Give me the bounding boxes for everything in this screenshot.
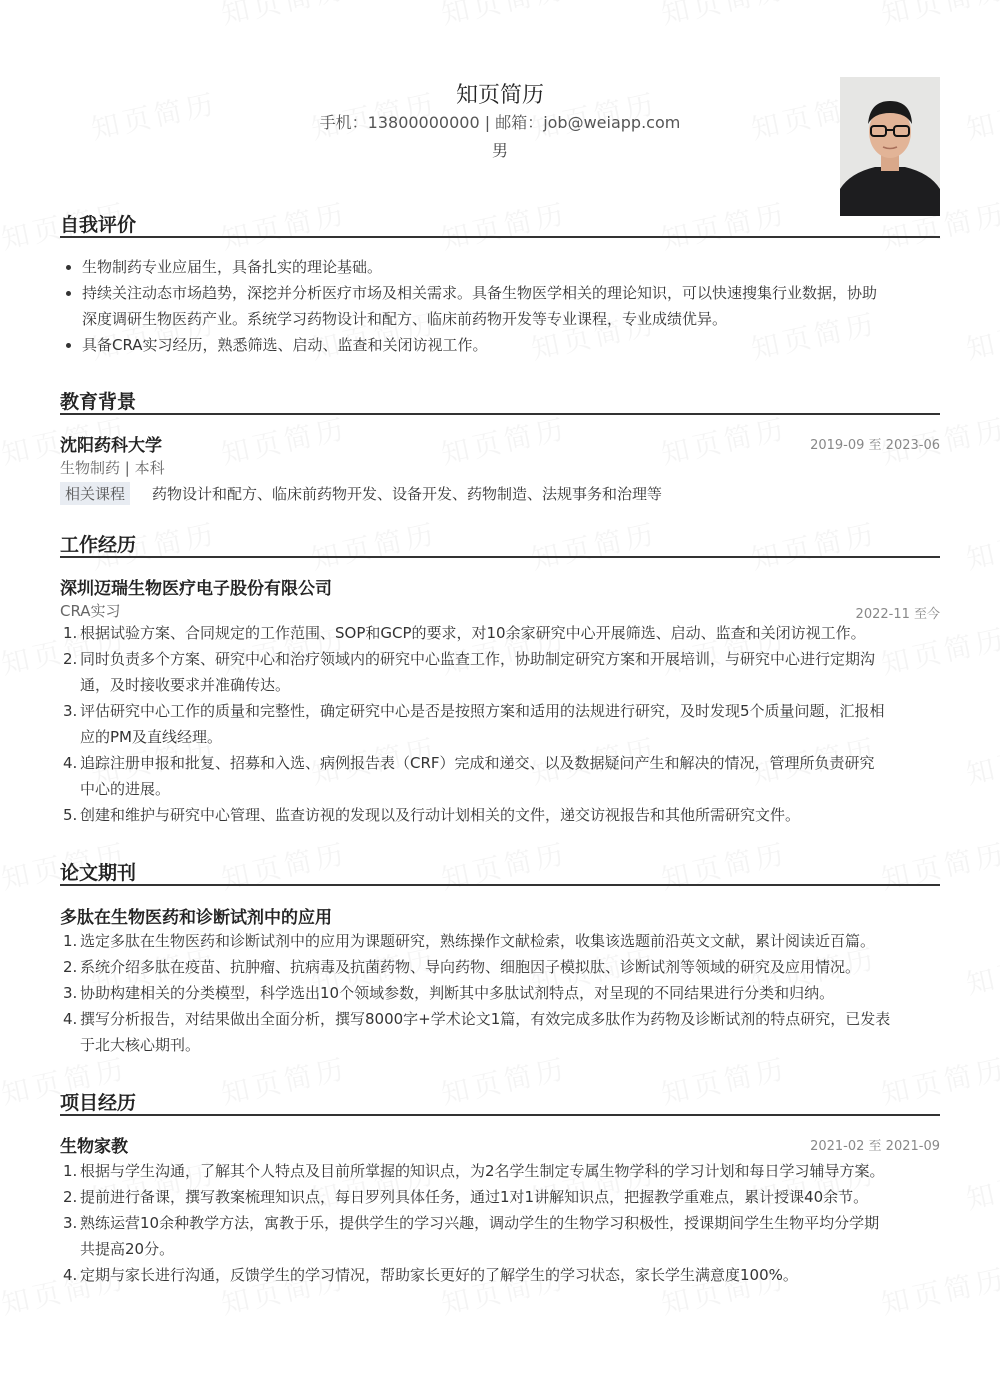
work-list bbox=[60, 620, 940, 828]
list-text: 创建和维护与研究中心管理、监查访视的发现以及行动计划相关的文件，递交访视报告和其他所需研究文件。 bbox=[80, 806, 801, 824]
watermark-text bbox=[962, 1152, 1000, 1218]
list-number: 3. bbox=[63, 702, 78, 720]
list-text: 系统介绍多肽在疫苗、抗肿瘤、抗病毒及抗菌药物、导向药物、细胞因子模拟肽、诊断试剂等领域的研究及应用情况。 bbox=[80, 958, 861, 976]
list-item bbox=[60, 928, 940, 954]
list-text: 选定多肽在生物医药和诊断试剂中的应用为课题研究，熟练操作文献检索，收集该选题前沿英文文献，累计阅读近百篇。 bbox=[80, 932, 876, 950]
list-text: 熟练运营10余种教学方法，寓教于乐，提供学生的学习兴趣，调动学生的生物学习积极性，授课期间学生生物平均分学期 bbox=[80, 1214, 880, 1232]
watermark-text bbox=[962, 937, 1000, 1003]
project-date: 2021-02 至 2021-09 bbox=[810, 1139, 940, 1154]
list-item bbox=[60, 954, 940, 980]
list-item bbox=[60, 280, 940, 332]
list-number: 4. bbox=[63, 1010, 78, 1028]
section-title-work: 工作经历 bbox=[60, 530, 940, 558]
list-item: 生物制药专业应届生，具备扎实的理论基础。 bbox=[60, 254, 940, 280]
list-item bbox=[60, 1184, 940, 1210]
list-number: 3. bbox=[63, 1214, 78, 1232]
section-title-projects: 项目经历 bbox=[60, 1088, 940, 1116]
section-title-papers: 论文期刊 bbox=[60, 858, 940, 886]
list-item bbox=[60, 620, 940, 646]
section-title-education: 教育背景 bbox=[60, 387, 940, 415]
list-item bbox=[60, 1210, 940, 1236]
list-text: 评估研究中心工作的质量和完整性，确定研究中心是否是按照方案和适用的法规进行研究，及时发现5个质量问题，汇报相 bbox=[80, 702, 885, 720]
list-number: 4. bbox=[63, 754, 78, 772]
list-text: 中心的进展。 bbox=[80, 780, 171, 798]
list-text: 应的PM及直线经理。 bbox=[80, 728, 222, 746]
school-name: 沈阳药科大学 bbox=[60, 436, 162, 456]
list-item bbox=[60, 724, 940, 750]
resume-header bbox=[60, 0, 940, 216]
list-text: 根据与学生沟通，了解其个人特点及目前所掌握的知识点，为2名学生制定专属生物学科的学习计划和每日学习辅导方案。 bbox=[80, 1162, 885, 1180]
list-item bbox=[60, 1262, 940, 1288]
resume-page bbox=[60, 0, 940, 1284]
list-number: 4. bbox=[63, 1266, 78, 1284]
list-text: 提前进行备课，撰写教案梳理知识点，每日罗列具体任务，通过1对1讲解知识点，把握教学重难点，累计授课40余节。 bbox=[80, 1188, 869, 1206]
self-eval-list bbox=[60, 254, 940, 358]
list-text: 于北大核心期刊。 bbox=[80, 1036, 201, 1054]
watermark-text bbox=[437, 407, 571, 473]
list-text: 协助构建相关的分类模型，科学选出10个领域参数，判断其中多肽试剂特点，对呈现的不同结果进行分类和归纳。 bbox=[80, 984, 835, 1002]
watermark-text bbox=[217, 407, 351, 473]
section-title-self-eval: 自我评价 bbox=[60, 210, 940, 238]
list-text: 追踪注册申报和批复、招募和入选、病例报告表（CRF）完成和递交、以及数据疑问产生和解决的情况，管理所负责研究 bbox=[80, 754, 875, 772]
profile-photo bbox=[840, 77, 940, 216]
list-number: 2. bbox=[63, 1188, 78, 1206]
major-degree: 生物制药 | 本科 bbox=[60, 459, 165, 477]
applicant-name: 知页简历 bbox=[455, 83, 544, 108]
list-text: 共提高20分。 bbox=[80, 1240, 175, 1258]
list-number: 1. bbox=[63, 624, 78, 642]
watermark-text bbox=[962, 512, 1000, 578]
list-text: 根据试验方案、合同规定的工作范围、SOP和GCP的要求，对10余家研究中心开展筛选、启动、监查和关闭访视工作。 bbox=[80, 624, 866, 642]
list-item-line: 深度调研生物医药产业。系统学习药物设计和配方、临床前药物开发等专业课程，专业成绩优异。 bbox=[82, 310, 728, 328]
list-text: 通，及时接收要求并准确传达。 bbox=[80, 676, 291, 694]
list-number: 3. bbox=[63, 984, 78, 1002]
list-item-line: 持续关注动态市场趋势，深挖并分析医疗市场及相关需求。具备生物医学相关的理论知识，可以快速搜集行业数据，协助 bbox=[82, 284, 878, 302]
courses-text: 药物设计和配方、临床前药物开发、设备开发、药物制造、法规事务和治理等 bbox=[152, 485, 663, 503]
list-number: 2. bbox=[63, 958, 78, 976]
list-text: 同时负责多个方案、研究中心和治疗领域内的研究中心监查工作，协助制定研究方案和开展培训，与研究中心进行定期沟 bbox=[80, 650, 876, 668]
watermark-text bbox=[962, 727, 1000, 793]
watermark-text bbox=[657, 407, 791, 473]
list-item bbox=[60, 1236, 940, 1262]
courses-row bbox=[60, 482, 662, 505]
paper-title: 多肽在生物医药和诊断试剂中的应用 bbox=[60, 908, 332, 928]
list-text: 定期与家长进行沟通，反馈学生的学习情况，帮助家长更好的了解学生的学习状态，家长学生满意度100%。 bbox=[80, 1266, 798, 1284]
list-item bbox=[60, 1032, 940, 1058]
list-number: 5. bbox=[63, 806, 78, 824]
list-number: 2. bbox=[63, 650, 78, 668]
watermark-text bbox=[962, 82, 1000, 148]
list-item bbox=[60, 750, 940, 776]
list-text: 撰写分析报告，对结果做出全面分析，撰写8000字+学术论文1篇，有效完成多肽作为药物及诊断试剂的特点研究，已发表 bbox=[80, 1010, 891, 1028]
list-item bbox=[60, 802, 940, 828]
list-number: 1. bbox=[63, 1162, 78, 1180]
company-name: 深圳迈瑞生物医疗电子股份有限公司 bbox=[60, 579, 332, 599]
courses-tag: 相关课程 bbox=[60, 482, 130, 505]
list-number: 1. bbox=[63, 932, 78, 950]
papers-list bbox=[60, 928, 940, 1058]
list-item: 具备CRA实习经历，熟悉筛选、启动、监查和关闭访视工作。 bbox=[60, 332, 940, 358]
gender: 男 bbox=[491, 141, 508, 160]
contact-info: 手机：13800000000 | 邮箱：job@weiapp.com bbox=[319, 113, 681, 132]
list-item bbox=[60, 1158, 940, 1184]
list-item bbox=[60, 1006, 940, 1032]
project-name: 生物家教 bbox=[60, 1137, 128, 1157]
education-date: 2019-09 至 2023-06 bbox=[810, 438, 940, 453]
list-item bbox=[60, 980, 940, 1006]
work-role: CRA实习 bbox=[60, 602, 121, 620]
work-date: 2022-11 至今 bbox=[855, 607, 940, 622]
list-item bbox=[60, 776, 940, 802]
watermark-text bbox=[962, 302, 1000, 368]
list-item bbox=[60, 672, 940, 698]
list-item bbox=[60, 698, 940, 724]
projects-list bbox=[60, 1158, 940, 1288]
list-item bbox=[60, 646, 940, 672]
